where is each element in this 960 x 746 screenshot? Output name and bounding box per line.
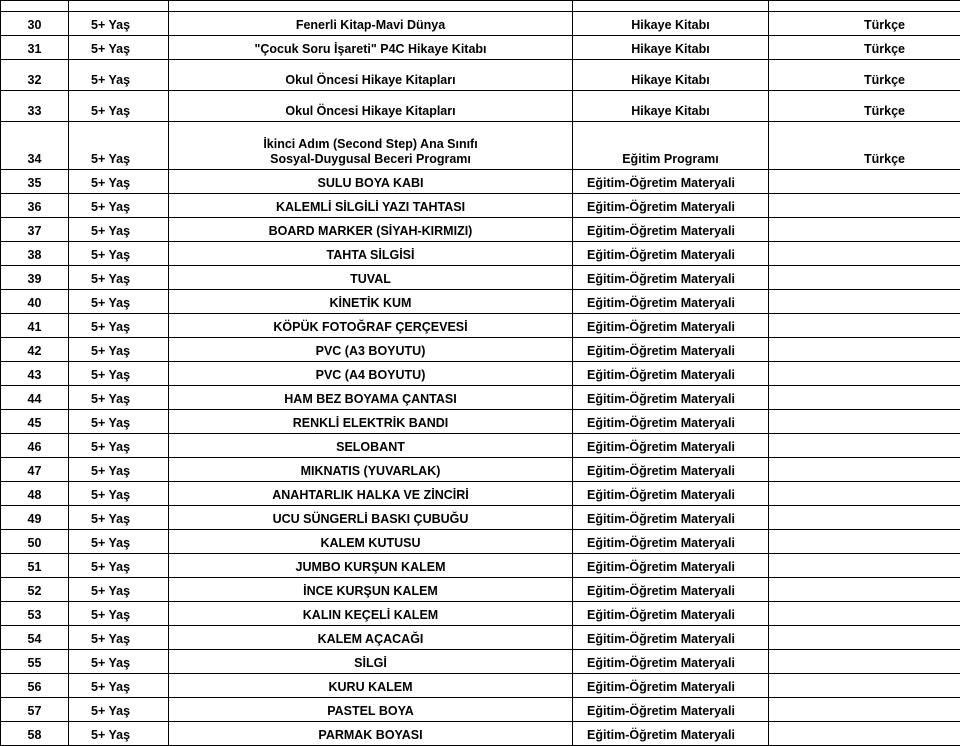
cell-name[interactable] [169,410,573,434]
cell-type[interactable]: Eğitim-Öğretim Materyali [573,650,769,674]
cell-lang[interactable] [769,290,960,314]
cell-no[interactable]: 46 [1,434,69,458]
cell-no[interactable]: 54 [1,626,69,650]
cell-name[interactable] [169,602,573,626]
cell-no[interactable]: 58 [1,722,69,746]
cell-name[interactable] [169,36,573,60]
cell-name-line: "Çocuk Soru İşareti" P4C Hikaye Kitabı [171,42,570,57]
cell-lang[interactable] [769,506,960,530]
cell-name[interactable] [169,650,573,674]
cell-name[interactable] [169,12,573,36]
cell-no[interactable]: 52 [1,578,69,602]
cell-name-line: Sosyal-Duygusal Beceri Programı [171,152,570,167]
cell-type[interactable]: Eğitim-Öğretim Materyali [573,170,769,194]
table-row[interactable] [1,91,960,122]
cell-type[interactable]: Eğitim-Öğretim Materyali [573,290,769,314]
cell-name[interactable] [169,194,573,218]
cell-type[interactable]: Eğitim-Öğretim Materyali [573,698,769,722]
cell-type[interactable]: Hikaye Kitabı [573,91,769,122]
cell-name[interactable] [169,60,573,91]
cell-name-line: PASTEL BOYA [171,704,570,719]
table-row[interactable] [1,602,960,626]
cell-age[interactable]: 5+ Yaş [69,122,169,170]
cell-type[interactable]: Eğitim-Öğretim Materyali [573,338,769,362]
cell-age[interactable]: 5+ Yaş [69,530,169,554]
cell-type[interactable]: Eğitim-Öğretim Materyali [573,530,769,554]
cell-age[interactable]: 5+ Yaş [69,12,169,36]
cell-name-line: UCU SÜNGERLİ BASKI ÇUBUĞU [171,512,570,527]
cell-no[interactable]: 44 [1,386,69,410]
table-row[interactable] [1,458,960,482]
cell-no[interactable]: 48 [1,482,69,506]
table-row[interactable] [1,60,960,91]
cell-age[interactable]: 5+ Yaş [69,650,169,674]
cell-age[interactable]: 5+ Yaş [69,458,169,482]
cell-name-line: KALEMLİ SİLGİLİ YAZI TAHTASI [171,200,570,215]
cell-type[interactable]: Eğitim-Öğretim Materyali [573,362,769,386]
cell-type[interactable]: Eğitim-Öğretim Materyali [573,458,769,482]
cell-name-line: KALEM AÇACAĞI [171,632,570,647]
cell-lang[interactable] [769,458,960,482]
cell-type[interactable]: Eğitim-Öğretim Materyali [573,434,769,458]
cell-no[interactable]: 55 [1,650,69,674]
cell-name-line: SİLGİ [171,656,570,671]
cell-no[interactable]: 40 [1,290,69,314]
cell-lang[interactable] [769,362,960,386]
cell-age[interactable]: 5+ Yaş [69,194,169,218]
table-row[interactable] [1,434,960,458]
cell-age[interactable] [69,1,169,12]
table-row[interactable] [1,122,960,170]
cell-lang[interactable] [769,482,960,506]
cell-no[interactable]: 31 [1,36,69,60]
cell-age[interactable]: 5+ Yaş [69,674,169,698]
cell-name-line: KİNETİK KUM [171,296,570,311]
table-row-partial[interactable] [1,1,960,12]
cell-type[interactable]: Eğitim-Öğretim Materyali [573,626,769,650]
table-row[interactable] [1,36,960,60]
cell-lang[interactable] [769,722,960,746]
cell-name[interactable] [169,626,573,650]
cell-lang[interactable] [769,218,960,242]
cell-lang[interactable] [769,554,960,578]
cell-no[interactable]: 49 [1,506,69,530]
cell-name-line: TUVAL [171,272,570,287]
cell-name-line: KALEM KUTUSU [171,536,570,551]
cell-name-line: İkinci Adım (Second Step) Ana Sınıfı [171,137,570,152]
cell-type[interactable]: Eğitim-Öğretim Materyali [573,218,769,242]
cell-lang[interactable] [769,1,960,12]
table-row[interactable] [1,578,960,602]
cell-no[interactable]: 36 [1,194,69,218]
cell-age[interactable]: 5+ Yaş [69,482,169,506]
cell-no[interactable]: 33 [1,91,69,122]
cell-age[interactable]: 5+ Yaş [69,91,169,122]
cell-name[interactable] [169,578,573,602]
cell-lang[interactable] [769,266,960,290]
cell-name-line: MIKNATIS (YUVARLAK) [171,464,570,479]
cell-name[interactable] [169,434,573,458]
cell-no[interactable]: 32 [1,60,69,91]
table-row[interactable] [1,194,960,218]
cell-no[interactable]: 57 [1,698,69,722]
cell-name[interactable] [169,1,573,12]
cell-name-line: JUMBO KURŞUN KALEM [171,560,570,575]
cell-age[interactable]: 5+ Yaş [69,36,169,60]
cell-no[interactable]: 53 [1,602,69,626]
cell-name[interactable] [169,674,573,698]
cell-name[interactable] [169,242,573,266]
cell-no[interactable]: 42 [1,338,69,362]
cell-type[interactable]: Eğitim-Öğretim Materyali [573,506,769,530]
cell-name-line: TAHTA SİLGİSİ [171,248,570,263]
cell-name[interactable] [169,506,573,530]
cell-name[interactable] [169,386,573,410]
cell-lang[interactable] [769,578,960,602]
cell-no[interactable]: 39 [1,266,69,290]
cell-lang[interactable] [769,530,960,554]
cell-type[interactable]: Hikaye Kitabı [573,36,769,60]
cell-name-line: İNCE KURŞUN KALEM [171,584,570,599]
cell-lang[interactable] [769,434,960,458]
cell-name[interactable] [169,122,573,170]
cell-type[interactable] [573,1,769,12]
cell-no[interactable]: 41 [1,314,69,338]
cell-name-line: KURU KALEM [171,680,570,695]
cell-type[interactable]: Eğitim-Öğretim Materyali [573,722,769,746]
table-row[interactable] [1,386,960,410]
cell-no[interactable]: 56 [1,674,69,698]
table-row[interactable] [1,170,960,194]
cell-name-line: SULU BOYA KABI [171,176,570,191]
cell-age[interactable]: 5+ Yaş [69,338,169,362]
table-row[interactable] [1,290,960,314]
cell-lang[interactable]: Türkçe [769,91,960,122]
table-row[interactable] [1,362,960,386]
table-row[interactable] [1,338,960,362]
cell-no[interactable]: 34 [1,122,69,170]
cell-type[interactable]: Eğitim-Öğretim Materyali [573,386,769,410]
cell-name[interactable] [169,91,573,122]
cell-lang[interactable] [769,338,960,362]
table-body [1,1,960,746]
cell-lang[interactable]: Türkçe [769,36,960,60]
table-row[interactable] [1,650,960,674]
table-row[interactable] [1,242,960,266]
table-row[interactable] [1,530,960,554]
cell-no[interactable]: 43 [1,362,69,386]
table-row[interactable] [1,554,960,578]
cell-type[interactable]: Eğitim-Öğretim Materyali [573,266,769,290]
cell-age[interactable]: 5+ Yaş [69,602,169,626]
cell-name[interactable] [169,722,573,746]
cell-name[interactable] [169,338,573,362]
cell-name[interactable] [169,218,573,242]
cell-name-line: Fenerli Kitap-Mavi Dünya [171,18,570,33]
table-row[interactable] [1,674,960,698]
cell-age[interactable]: 5+ Yaş [69,386,169,410]
cell-age[interactable]: 5+ Yaş [69,410,169,434]
cell-name[interactable] [169,314,573,338]
cell-lang[interactable] [769,410,960,434]
cell-no[interactable]: 50 [1,530,69,554]
cell-type[interactable]: Eğitim-Öğretim Materyali [573,554,769,578]
cell-no[interactable] [1,1,69,12]
cell-type[interactable]: Hikaye Kitabı [573,12,769,36]
cell-type[interactable]: Hikaye Kitabı [573,60,769,91]
cell-no[interactable]: 51 [1,554,69,578]
cell-name-line: Okul Öncesi Hikaye Kitapları [171,104,570,119]
cell-name[interactable] [169,554,573,578]
cell-lang[interactable]: Türkçe [769,60,960,91]
cell-lang[interactable] [769,242,960,266]
cell-age[interactable]: 5+ Yaş [69,218,169,242]
cell-name-line: RENKLİ ELEKTRİK BANDI [171,416,570,431]
cell-name-line: HAM BEZ BOYAMA ÇANTASI [171,392,570,407]
cell-type[interactable]: Eğitim-Öğretim Materyali [573,602,769,626]
cell-name-line: KALIN KEÇELİ KALEM [171,608,570,623]
cell-name[interactable] [169,530,573,554]
cell-name-line: PVC (A3 BOYUTU) [171,344,570,359]
table-row[interactable] [1,266,960,290]
cell-lang[interactable] [769,170,960,194]
cell-age[interactable]: 5+ Yaş [69,170,169,194]
cell-lang[interactable]: Türkçe [769,122,960,170]
cell-name-line: BOARD MARKER (SİYAH-KIRMIZI) [171,224,570,239]
cell-type[interactable]: Eğitim Programı [573,122,769,170]
cell-lang[interactable] [769,626,960,650]
cell-type[interactable]: Eğitim-Öğretim Materyali [573,410,769,434]
table-row[interactable] [1,506,960,530]
cell-age[interactable]: 5+ Yaş [69,362,169,386]
cell-lang[interactable] [769,698,960,722]
cell-no[interactable]: 35 [1,170,69,194]
cell-age[interactable]: 5+ Yaş [69,722,169,746]
cell-name[interactable] [169,698,573,722]
cell-name[interactable] [169,458,573,482]
table-row[interactable] [1,626,960,650]
cell-name-line: ANAHTARLIK HALKA VE ZİNCİRİ [171,488,570,503]
cell-lang[interactable] [769,650,960,674]
cell-age[interactable]: 5+ Yaş [69,506,169,530]
cell-name[interactable] [169,170,573,194]
cell-lang[interactable] [769,602,960,626]
table-row[interactable] [1,12,960,36]
cell-age[interactable]: 5+ Yaş [69,698,169,722]
cell-age[interactable]: 5+ Yaş [69,290,169,314]
cell-lang[interactable] [769,674,960,698]
cell-age[interactable]: 5+ Yaş [69,626,169,650]
table-row[interactable] [1,482,960,506]
table-row[interactable] [1,410,960,434]
cell-name[interactable] [169,482,573,506]
table-row[interactable] [1,698,960,722]
cell-type[interactable]: Eğitim-Öğretim Materyali [573,578,769,602]
cell-age[interactable]: 5+ Yaş [69,266,169,290]
cell-no[interactable]: 47 [1,458,69,482]
cell-lang[interactable] [769,386,960,410]
cell-name-line: PVC (A4 BOYUTU) [171,368,570,383]
cell-no[interactable]: 45 [1,410,69,434]
cell-lang[interactable]: Türkçe [769,12,960,36]
cell-name[interactable] [169,362,573,386]
cell-lang[interactable] [769,314,960,338]
cell-no[interactable]: 37 [1,218,69,242]
table-row[interactable] [1,314,960,338]
cell-name[interactable] [169,290,573,314]
cell-age[interactable]: 5+ Yaş [69,554,169,578]
cell-type[interactable]: Eğitim-Öğretim Materyali [573,194,769,218]
table-row[interactable] [1,722,960,746]
cell-no[interactable]: 30 [1,12,69,36]
cell-age[interactable]: 5+ Yaş [69,434,169,458]
cell-age[interactable]: 5+ Yaş [69,314,169,338]
cell-type[interactable]: Eğitim-Öğretim Materyali [573,242,769,266]
cell-age[interactable]: 5+ Yaş [69,242,169,266]
cell-age[interactable]: 5+ Yaş [69,60,169,91]
cell-lang[interactable] [769,194,960,218]
cell-name-line: Okul Öncesi Hikaye Kitapları [171,73,570,88]
table-row[interactable] [1,218,960,242]
cell-name-line: PARMAK BOYASI [171,728,570,743]
cell-name-line: SELOBANT [171,440,570,455]
cell-no[interactable]: 38 [1,242,69,266]
cell-type[interactable]: Eğitim-Öğretim Materyali [573,674,769,698]
cell-age[interactable]: 5+ Yaş [69,578,169,602]
cell-type[interactable]: Eğitim-Öğretim Materyali [573,314,769,338]
cell-type[interactable]: Eğitim-Öğretim Materyali [573,482,769,506]
cell-name[interactable] [169,266,573,290]
cell-name-line: KÖPÜK FOTOĞRAF ÇERÇEVESİ [171,320,570,335]
